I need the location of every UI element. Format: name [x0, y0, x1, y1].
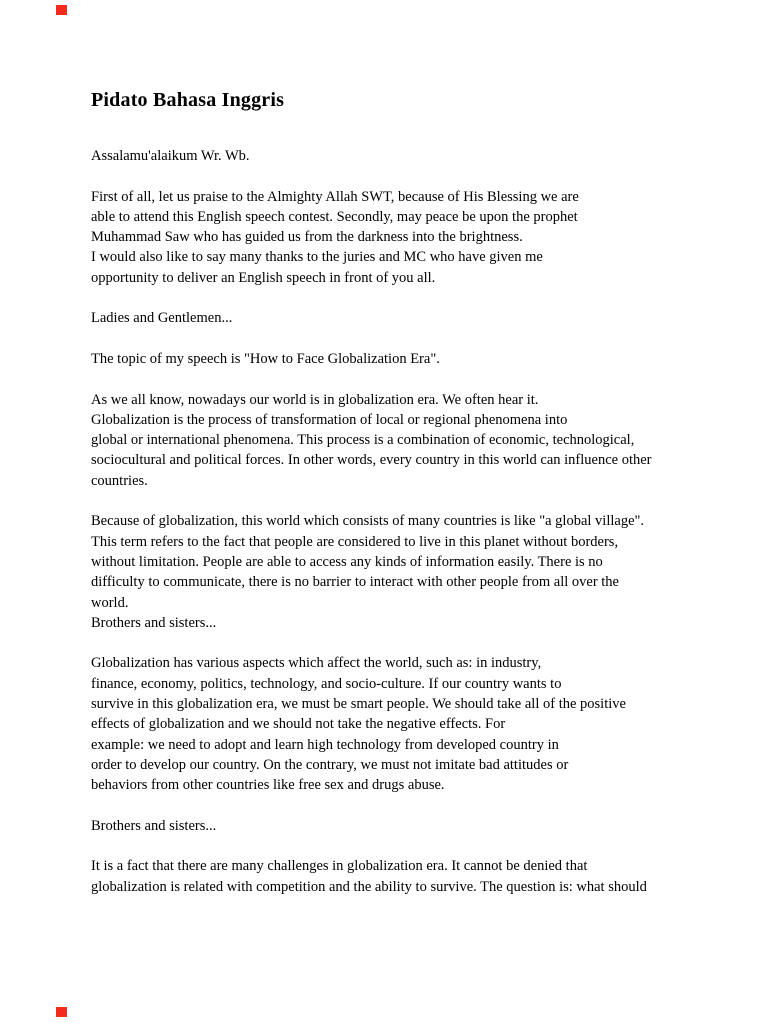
- text-line: without limitation. People are able to access any kinds of information easily. There is no: [91, 553, 603, 570]
- text-line: example: we need to adopt and learn high technology from developed country in: [91, 736, 559, 753]
- text-line: effects of globalization and we should not take the negative effects. For: [91, 716, 506, 733]
- text-line: world.: [91, 594, 129, 611]
- corner-marker-top: [56, 5, 67, 15]
- text-line: behaviors from other countries like free sex and drugs abuse.: [91, 777, 445, 794]
- text-line: countries.: [91, 472, 148, 489]
- paragraph: [91, 856, 698, 897]
- text-line: sociocultural and political forces. In other words, every country in this world can influence other: [91, 452, 652, 469]
- text-line: As we all know, nowadays our world is in globalization era. We often hear it.: [91, 391, 539, 408]
- text-line: opportunity to deliver an English speech in front of you all.: [91, 269, 436, 286]
- paragraph: [91, 511, 698, 633]
- paragraph: [91, 653, 698, 795]
- text-line: It is a fact that there are many challenges in globalization era. It cannot be denied that: [91, 858, 588, 875]
- text-line: Brothers and sisters...: [91, 614, 217, 631]
- paragraph: [91, 308, 698, 328]
- corner-marker-bottom: [56, 1007, 67, 1017]
- text-line: I would also like to say many thanks to the juries and MC who have given me: [91, 249, 543, 266]
- paragraph: [91, 390, 698, 491]
- text-line: Globalization has various aspects which affect the world, such as: in industry,: [91, 655, 542, 672]
- paragraph: [91, 187, 698, 288]
- paragraph: [91, 146, 698, 166]
- paragraph: [91, 816, 698, 836]
- page-title: Pidato Bahasa Inggris: [91, 89, 285, 111]
- text-line: finance, economy, politics, technology, and socio-culture. If our country wants to: [91, 675, 562, 692]
- text-line: Muhammad Saw who has guided us from the darkness into the brightness.: [91, 229, 523, 246]
- text-line: order to develop our country. On the contrary, we must not imitate bad attitudes or: [91, 756, 569, 773]
- paragraph: [91, 349, 698, 369]
- text-line: survive in this globalization era, we must be smart people. We should take all of the positive: [91, 696, 626, 713]
- text-line: difficulty to communicate, there is no barrier to interact with other people from all over the: [91, 574, 619, 591]
- text-line: global or international phenomena. This process is a combination of economic, technological,: [91, 432, 635, 449]
- text-line: able to attend this English speech contest. Secondly, may peace be upon the prophet: [91, 208, 578, 225]
- text-line: Ladies and Gentlemen...: [91, 310, 233, 327]
- text-line: Globalization is the process of transformation of local or regional phenomena into: [91, 411, 568, 428]
- text-line: The topic of my speech is "How to Face Globalization Era".: [91, 350, 440, 367]
- text-line: Assalamu'alaikum Wr. Wb.: [91, 148, 250, 164]
- text-line: Because of globalization, this world which consists of many countries is like "a global village".: [91, 513, 645, 530]
- text-line: Brothers and sisters...: [91, 817, 217, 834]
- text-line: globalization is related with competition and the ability to survive. The question is: what should: [91, 878, 647, 895]
- text-line: First of all, let us praise to the Almighty Allah SWT, because of His Blessing we are: [91, 188, 579, 205]
- text-line: This term refers to the fact that people are considered to live in this planet without borders,: [91, 533, 619, 550]
